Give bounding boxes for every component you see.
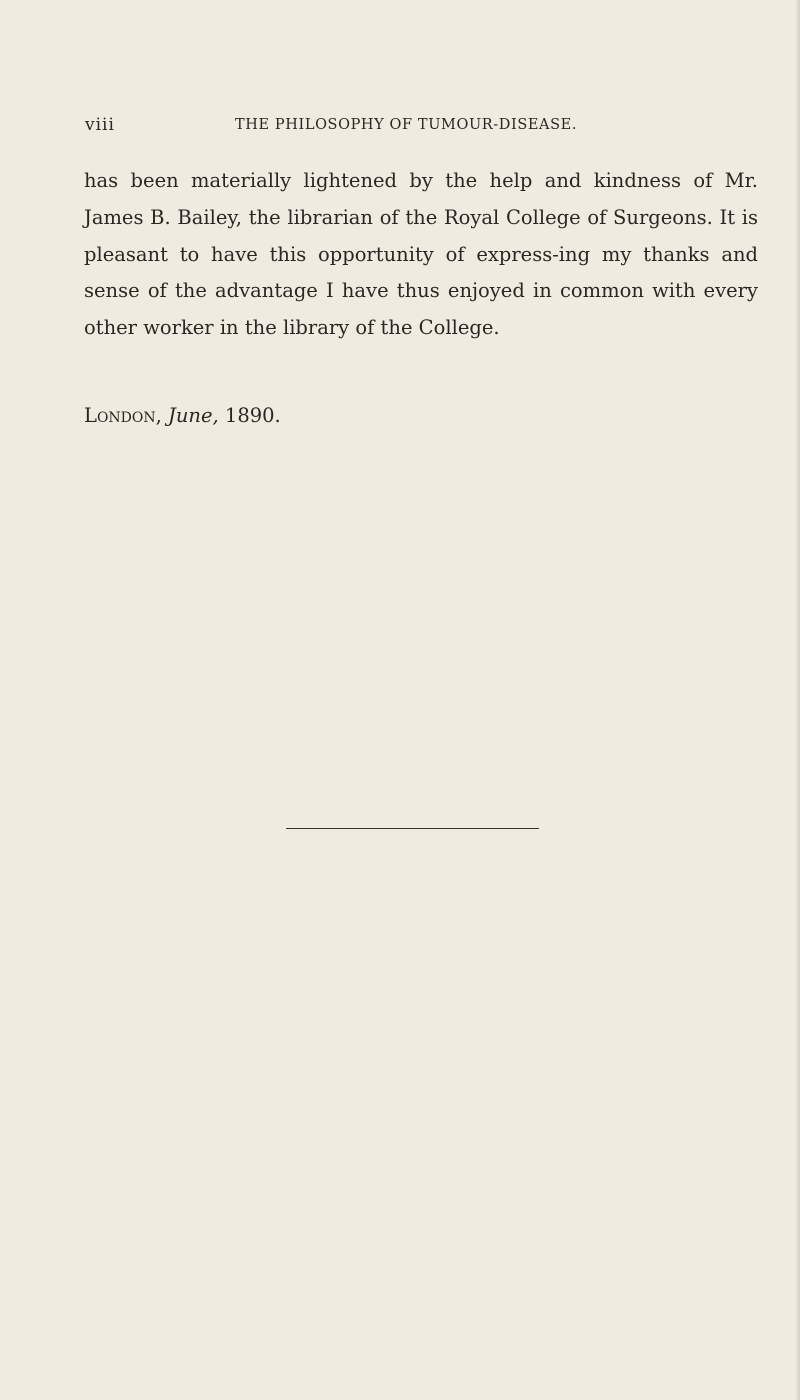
section-rule [286, 828, 539, 829]
body-paragraph: has been materially lightened by the help and kindness of Mr. James B. Bailey, the librarian of the Royal College of Surgeons. It is pleasant to have this opportunity of express-ing my thanks and sense of the advantage I have thus enjoyed in common with every other worker in the library of the College. [84, 169, 758, 340]
page-number: viii [85, 115, 115, 135]
running-head [85, 115, 757, 137]
page-edge-shadow [795, 0, 800, 1400]
running-title: THE PHILOSOPHY OF TUMOUR-DISEASE. [235, 117, 578, 133]
year: 1890. [224, 404, 281, 427]
month: June, [168, 404, 219, 427]
place-date-line [84, 404, 281, 427]
place-name: London, [84, 404, 162, 427]
